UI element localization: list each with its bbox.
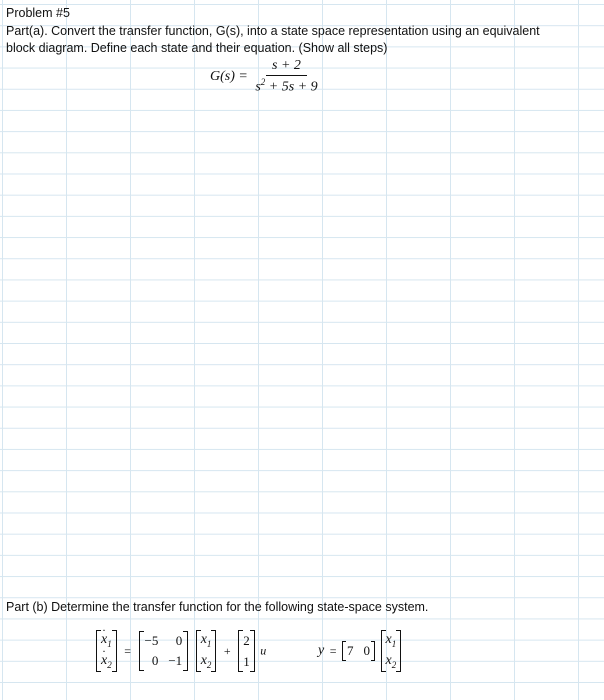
- a-matrix: [139, 631, 189, 671]
- output-symbol: y: [318, 643, 325, 658]
- xdot1-sub: 1: [107, 638, 112, 649]
- state-vector: [196, 630, 217, 672]
- c-matrix-cell: 0: [363, 643, 370, 658]
- a-matrix-cell: 0: [175, 633, 183, 648]
- transfer-function-equation: [210, 58, 322, 96]
- a-matrix-cell: −1: [168, 653, 183, 668]
- tf-denominator: [251, 76, 321, 96]
- tf-den-s: s: [255, 79, 261, 95]
- state-equation: [94, 630, 266, 672]
- part-a-line-1: Part(a). Convert the transfer function, G(s), into a state space representation using an equivalent: [6, 24, 540, 38]
- tf-numerator: s + 2: [266, 58, 307, 76]
- x1-symbol: x: [200, 632, 207, 648]
- out-x1-sub: 1: [391, 638, 397, 649]
- plus-sign: +: [223, 643, 231, 658]
- tf-den-power: 2: [260, 77, 266, 87]
- c-matrix-cell: 7: [347, 643, 354, 658]
- transfer-function-lhs: G(s) =: [210, 68, 248, 84]
- b-matrix-cell: 1: [243, 653, 250, 669]
- equals-sign: =: [124, 643, 131, 658]
- x2-symbol: x: [200, 653, 207, 669]
- xdot2-symbol: x ·: [101, 653, 107, 668]
- out-x1-symbol: x: [385, 632, 392, 648]
- output-equals-sign: =: [329, 643, 337, 658]
- b-matrix: [238, 630, 255, 672]
- x1-sub: 1: [206, 638, 212, 649]
- a-matrix-cell: 0: [151, 653, 159, 668]
- part-a-line-2: block diagram. Define each state and their equation. (Show all steps): [6, 41, 388, 55]
- output-state-vector: [381, 630, 402, 672]
- x2-sub: 2: [206, 659, 212, 670]
- output-equation: [318, 630, 403, 672]
- a-matrix-cell: −5: [144, 633, 159, 648]
- b-matrix-cell: 2: [243, 632, 250, 648]
- state-derivative-vector: [96, 630, 117, 672]
- out-x2-symbol: x: [385, 653, 392, 669]
- xdot2-sub: 2: [107, 659, 112, 670]
- transfer-function-fraction: [251, 58, 321, 96]
- problem-title: Problem #5: [6, 6, 70, 20]
- input-symbol: u: [260, 643, 267, 658]
- tf-den-rest: + 5s + 9: [265, 79, 318, 95]
- c-matrix: [342, 643, 375, 659]
- xdot1-symbol: x ·: [101, 632, 107, 647]
- out-x2-sub: 2: [391, 659, 397, 670]
- part-b-text: Part (b) Determine the transfer function for the following state-space system.: [6, 600, 429, 614]
